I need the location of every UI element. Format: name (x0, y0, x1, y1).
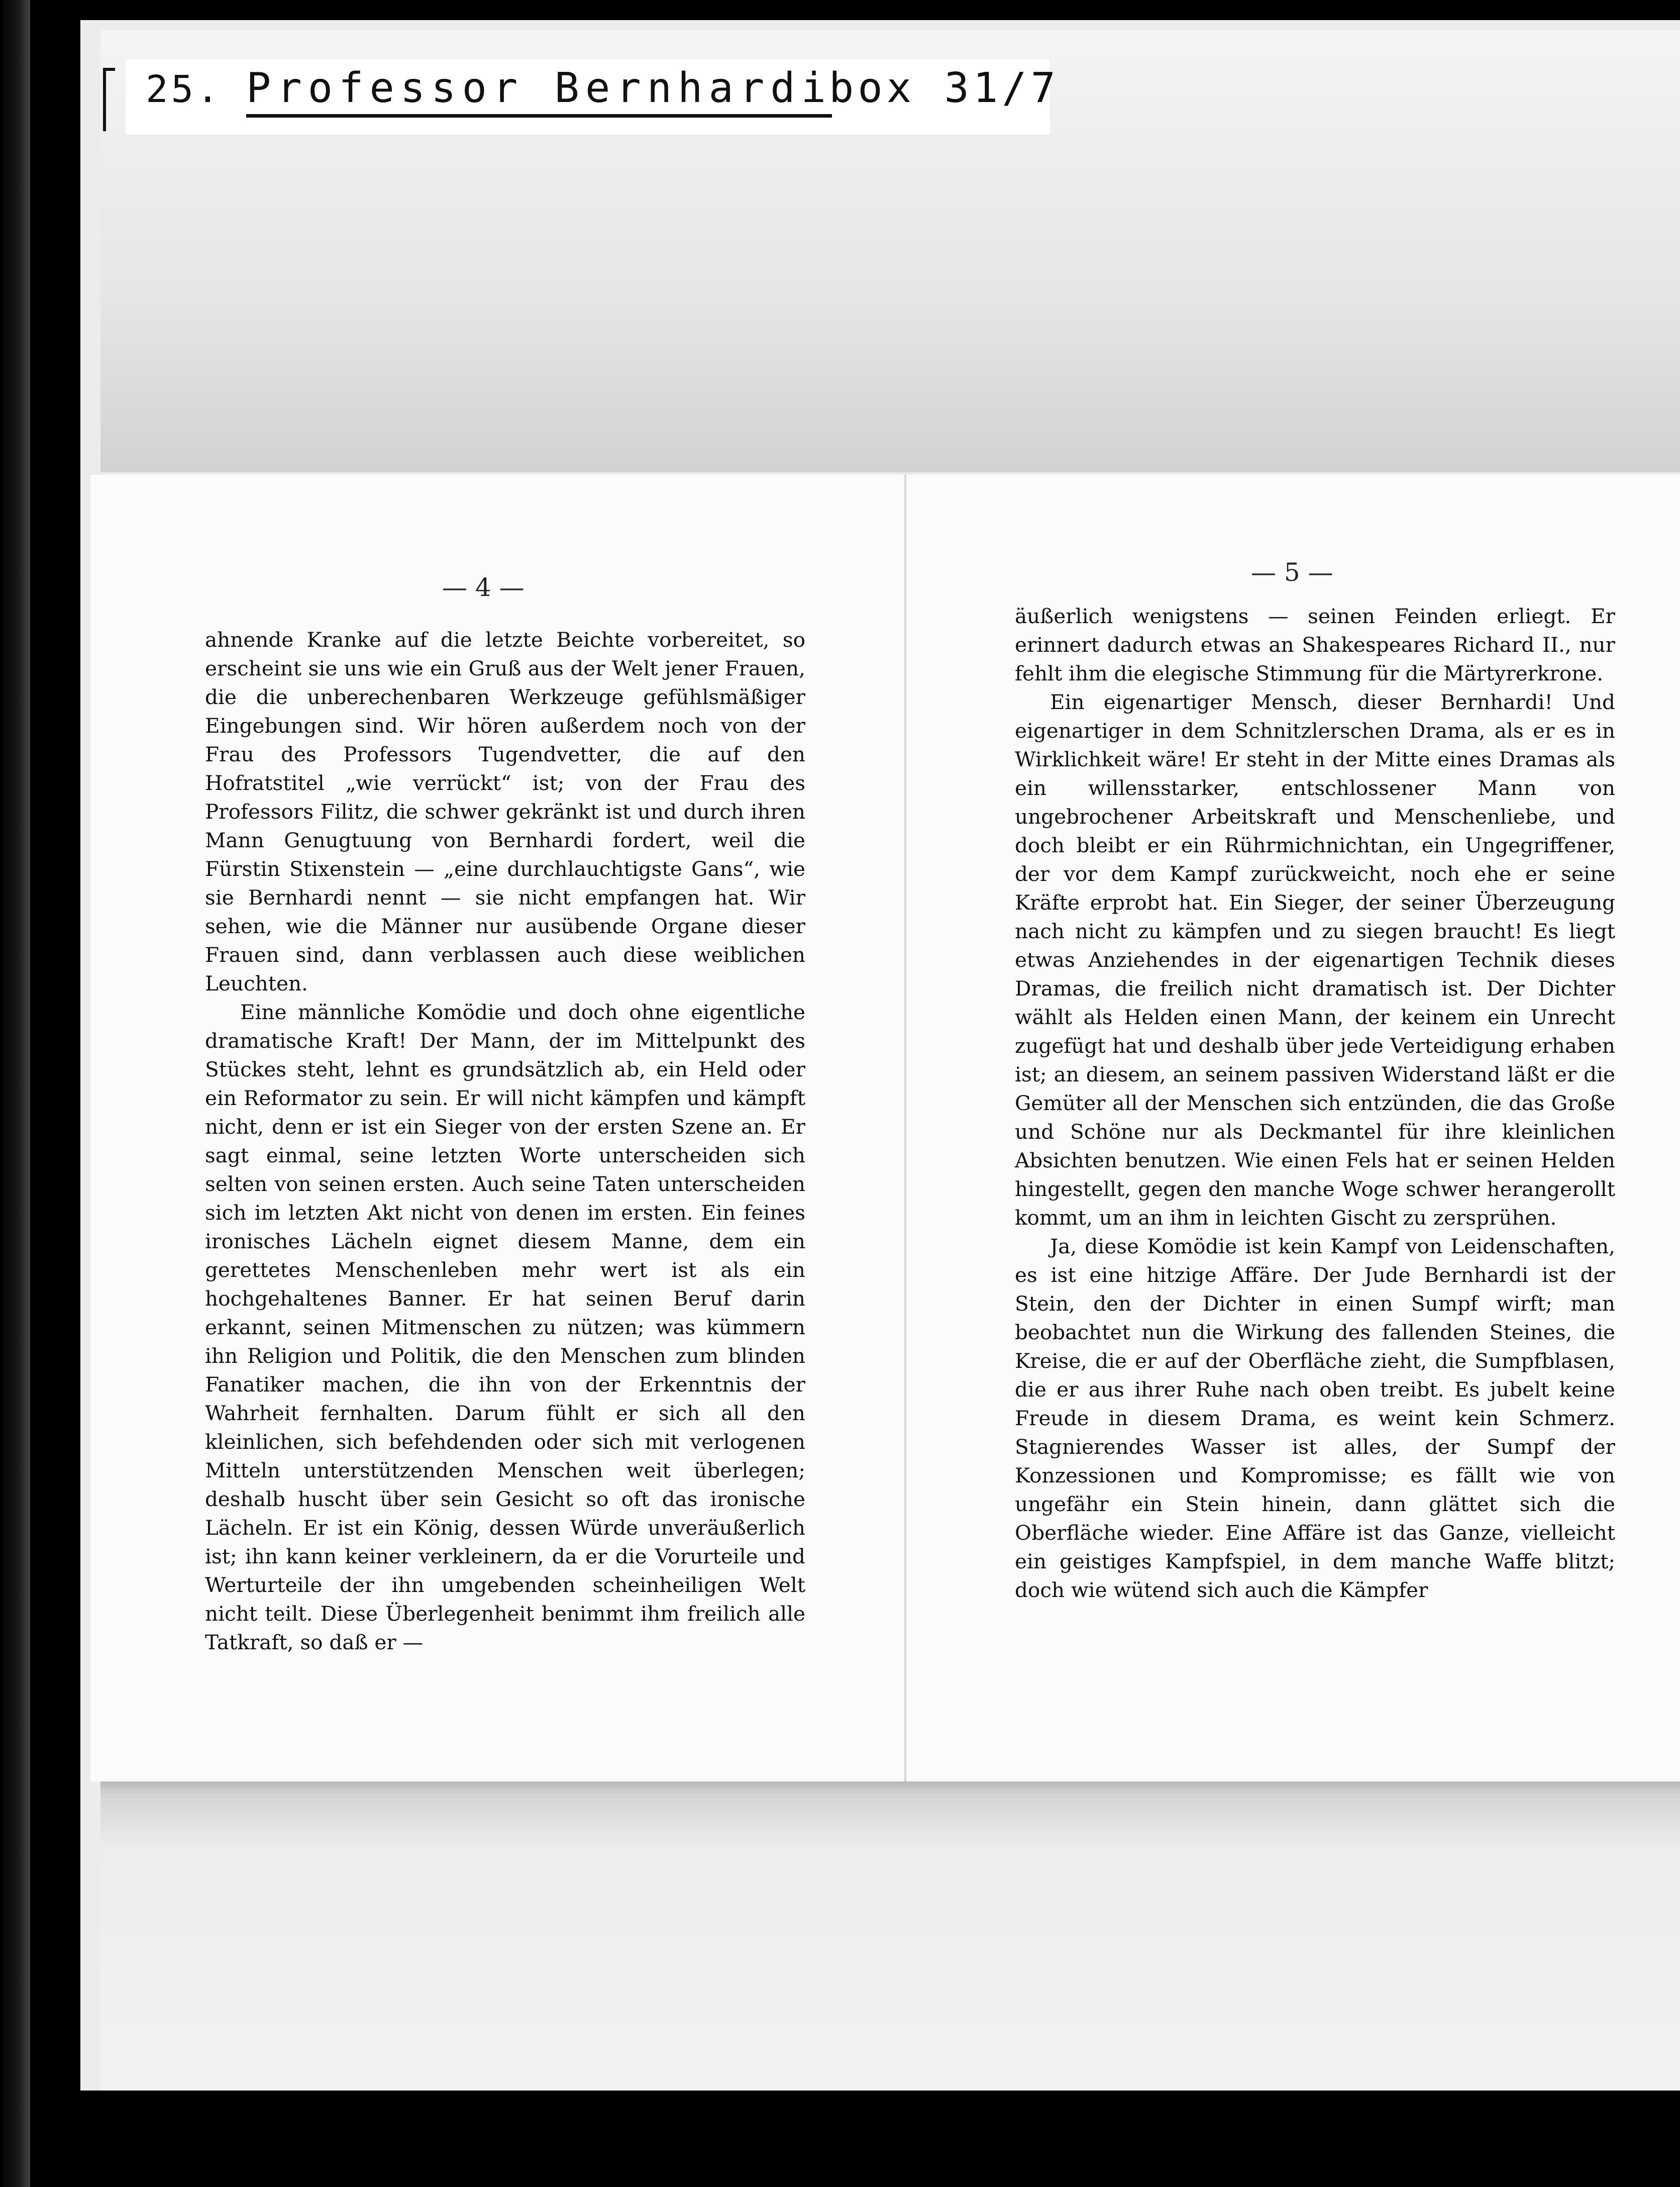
left-page-number: — 4 — (442, 573, 524, 602)
paragraph: Ein eigenartiger Mensch, dieser Bernhardi! Und eigenartiger in dem Schnitzlerschen Drama, als er es in Wirklichkeit wäre! Er steht in der Mitte eines Dramas als ein willensstarker, entschlossener Mann von ungebrochener Arbeitskraft und Menschenliebe, und doch bleibt er ein Rührmichnichtan, ein Ungegriffener, der vor dem Kampf zurückweicht, noch ehe er seine Kräfte erprobt hat. Ein Sieger, der seiner Überzeugung nach nicht zu kämpfen und zu siegen braucht! Es liegt etwas Anziehendes in der eigenartigen Technik dieses Dramas, die freilich nicht dramatisch ist. Der Dichter wählt als Helden einen Mann, der keinem ein Unrecht zugefügt hat und deshalb über jede Verteidigung erhaben ist; an diesem, an seinem passiven Widerstand läßt er die Gemüter all der Menschen sich entzünden, die das Große und Schöne nur als Deckmantel für ihre kleinlichen Absichten benutzen. Wie einen Fels hat er seinen Helden hingestellt, gegen den manche Woge schwer herangerollt kommt, um an ihm in leichten Gischt zu zersprühen. (1015, 690, 1615, 1230)
label-box-number: box 31/7 (829, 64, 1060, 112)
paragraph: ahnende Kranke auf die letzte Beichte vorbereitet, so erscheint sie uns wie ein Gruß aus der Welt jener Frauen, die die unberechenbaren Werkzeuge gefühlsmäßiger Eingebungen sind. Wir hören außerdem noch von der Frau des Professors Tugendvetter, die auf den Hofratstitel „wie verrückt“ ist; von der Frau des Professors Filitz, die schwer gekränkt ist und durch ihren Mann Genugtuung von Bernhardi fordert, weil die Fürstin Stixenstein — „eine durchlauchtigste Gans“, wie sie Bernhardi nennt — sie nicht empfangen hat. Wir sehen, wie die Männer nur ausübende Organe dieser Frauen sind, dann verblassen auch diese weiblichen Leuchten. (205, 628, 805, 996)
scan-edge (0, 0, 30, 2187)
paragraph: Ja, diese Komödie ist kein Kampf von Leidenschaften, es ist eine hitzige Affäre. Der Jude Bernhardi ist der Stein, den der Dichter in einen Sumpf wirft; man beobachtet nun die Wirkung des fallenden Steines, die Kreise, die er auf der Oberfläche zieht, die Sumpfblasen, die er aus ihrer Ruhe nach oben treibt. Es jubelt keine Freude in diesem Drama, es weint kein Schmerz. Stagnierendes Wasser ist alles, der Sumpf der Konzessionen und Kompromisse; es fällt wie von ungefähr ein Stein hinein, dann glättet sich die Oberfläche wieder. Eine Affäre ist das Ganze, vielleicht ein geistiges Kampfspiel, in dem manche Waffe blitzt; doch wie wütend sich auch die Kämpfer (1015, 1234, 1615, 1602)
label-corner-mark (103, 68, 115, 131)
paragraph: äußerlich wenigstens — seinen Feinden erliegt. Er erinnert dadurch etwas an Shakespeares Richard II., nur fehlt ihm die elegische Stimmung für die Märtyrerkrone. (1015, 604, 1615, 685)
right-page-number: — 5 — (1251, 558, 1333, 587)
mount-bottom-area (100, 1769, 1680, 2091)
right-page-text (1015, 602, 1615, 1605)
paragraph: Eine männliche Komödie und doch ohne eigentliche dramatische Kraft! Der Mann, der im Mittelpunkt des Stückes steht, lehnt es grundsätzlich ab, ein Held oder ein Reformator zu sein. Er will nicht kämpfen und kämpft nicht, denn er ist ein Sieger von der ersten Szene an. Er sagt einmal, seine letzten Worte unterscheiden sich selten von seinen ersten. Auch seine Taten unterscheiden sich im letzten Akt nicht von denen im ersten. Ein feines ironisches Lächeln eignet diesem Manne, dem ein gerettetes Menschenleben mehr wert ist als ein hochgehaltenes Banner. Er hat seinen Beruf darin erkannt, seinen Mitmenschen zu nützen; was kümmern ihn Religion und Politik, die den Menschen zum blinden Fanatiker machen, die ihn von der Erkenntnis der Wahrheit fernhalten. Darum fühlt er sich all den kleinlichen, sich befehdenden oder sich mit verlogenen Mitteln unterstützenden Menschen weit überlegen; deshalb huscht über sein Gesicht so oft das ironische Lächeln. Er ist ein König, dessen Würde unveräußerlich ist; ihn kann keiner verkleinern, da er die Vorurteile und Werturteile der ihn umgebenden scheinheiligen Welt nicht teilt. Diese Überlegenheit benimmt ihm freilich alle Tatkraft, so daß er — (205, 1000, 805, 1654)
left-page-text (205, 626, 805, 1657)
label-title: Professor Bernhardi (246, 64, 832, 118)
label-number: 25. (146, 68, 222, 111)
